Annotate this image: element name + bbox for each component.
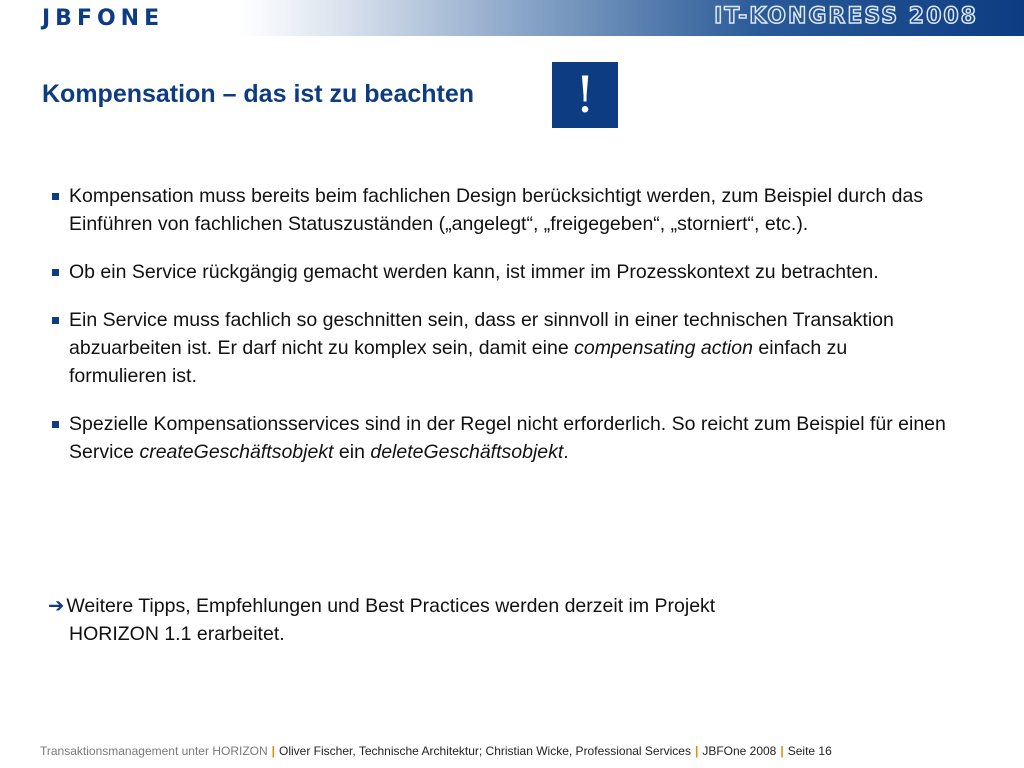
footer-authors: Oliver Fischer, Technische Architektur; Christian Wicke, Professional Services: [279, 744, 691, 758]
note: [48, 592, 948, 648]
note-line-1: Weitere Tipps, Empfehlungen und Best Practices werden derzeit im Projekt: [66, 595, 716, 617]
bullet-text: Spezielle Kompensationsservices sind in der Regel nicht erforderlich. So reicht zum Beispiel für einen Service: [69, 413, 946, 463]
footer-separator: |: [780, 744, 784, 758]
footer-separator: |: [694, 744, 699, 758]
header-bar: [0, 0, 1024, 36]
bullet-text: ein: [333, 441, 371, 463]
square-bullet-icon: [52, 269, 59, 276]
congress-title: IT-KONGRESS 2008: [714, 4, 978, 29]
bullet-text: einfach zu formulieren ist.: [69, 337, 848, 387]
right-arrow-icon: ➔: [48, 595, 65, 617]
bullet-text: Ob ein Service rückgängig gemacht werden kann, ist immer im Prozesskontext zu betrachten.: [69, 261, 879, 283]
footer-separator: |: [271, 744, 276, 758]
note-line-2: HORIZON 1.1 erarbeitet.: [69, 623, 285, 645]
footer-page: Seite 16: [787, 744, 832, 758]
square-bullet-icon: [52, 193, 59, 200]
bullet-item: [48, 410, 948, 466]
jbfone-logo: [42, 4, 164, 32]
bullet-text: compensating action: [574, 337, 753, 359]
footer-event: JBFOne 2008: [702, 744, 777, 758]
bullet-item: [48, 258, 948, 286]
bullet-text: Kompensation muss bereits beim fachlichen Design berücksichtigt werden, zum Beispiel durch das Einführen von fachlichen Statuszuständen („angelegt“, „freigegeben“, „storniert“, etc.).: [69, 185, 924, 235]
exclamation-icon: !: [552, 62, 618, 128]
square-bullet-icon: [52, 421, 59, 428]
bullet-text: createGeschäftsobjekt: [139, 441, 334, 463]
bullet-item: [48, 182, 948, 238]
footer-topic: Transaktionsmanagement unter HORIZON: [40, 744, 268, 758]
logo-text: JBFONE: [42, 5, 165, 31]
bullet-list: [48, 182, 948, 486]
slide-title: Kompensation – das ist zu beachten: [42, 80, 475, 108]
footer: [40, 744, 832, 758]
square-bullet-icon: [52, 317, 59, 324]
bullet-text: deleteGeschäftsobjekt: [370, 441, 564, 463]
bullet-item: [48, 306, 948, 390]
bullet-text: Ein Service muss fachlich so geschnitten sein, dass er sinnvoll in einer technischen Transaktion abzuarbeiten ist. Er darf nicht zu komplex sein, damit eine: [69, 309, 894, 359]
bullet-text: .: [563, 441, 569, 463]
